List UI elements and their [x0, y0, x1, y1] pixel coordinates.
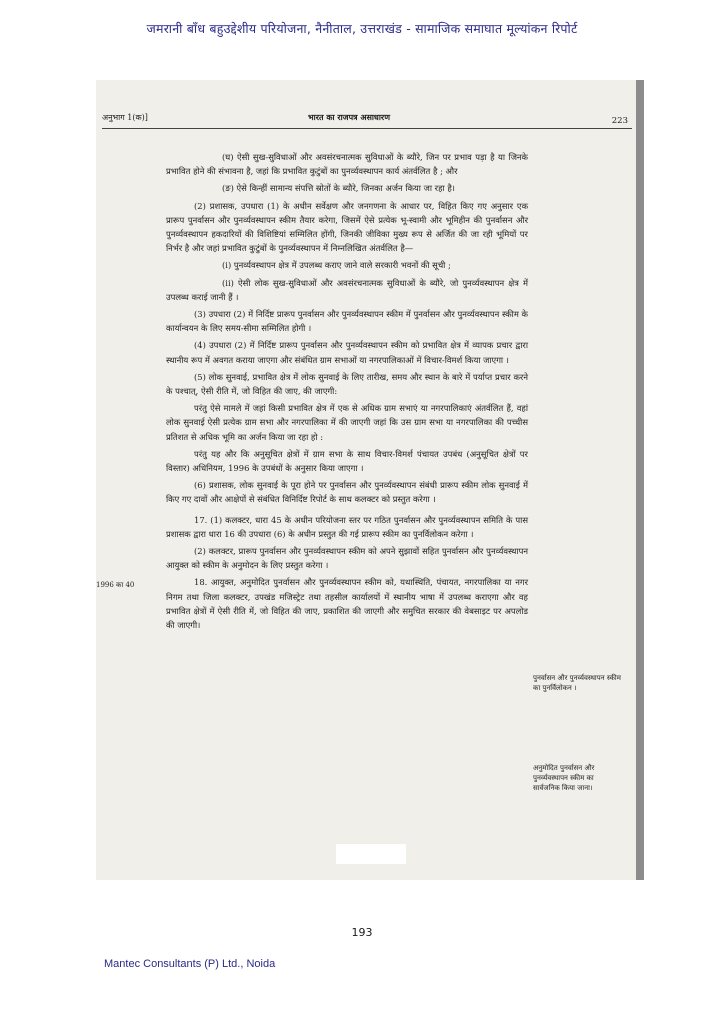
paragraph-3: (3) उपधारा (2) में निर्दिष्ट प्रारूप पुनर्वासन और पुनर्व्यवस्थापन स्कीम में पुनर्वासन और पुनर्व्यवस्थापन स्कीम के कार्यान्वयन के लिए समय-सीमा सम्मिलित होगी ।	[166, 309, 528, 334]
proviso-1: परंतु ऐसे मामले में जहां किसी प्रभावित क्षेत्र में एक से अधिक ग्राम सभाएं या नगरपालिकाएं अंतर्वलित हैं, वहां लोक सुनवाई ऐसी प्रत्येक ग्राम सभा और नगरपालिका में की जाएगी जहां कि उस ग्राम सभा या नगरपालिका की पच्चीस प्रतिशत से अधिक भूमि का अर्जन किया जा रहा हो :	[166, 403, 528, 442]
paragraph-gha: (घ) ऐसी सुख-सुविधाओं और अवसंरचनात्मक सुविधाओं के ब्यौरे, जिन पर प्रभाव पड़ा है या जिनके प्रभावित होने की संभावना है, जहां कि प्रभावित कुटुंबों का पुनर्व्यवस्थापन कार्य अंतर्वलित है ; और	[166, 152, 528, 177]
section-17-2: (2) कलक्टर, प्रारूप पुनर्वासन और पुनर्व्यवस्थापन स्कीम को अपने सुझावों सहित पुनर्वासन और पुनर्व्यवस्थापन आयुक्त को स्कीम के अनुमोदन के लिए प्रस्तुत करेगा ।	[166, 546, 528, 571]
paragraph-6: (6) प्रशासक, लोक सुनवाई के पूरा होने पर पुनर्वासन और पुनर्व्यवस्थापन संबंधी प्रारूप स्कीम लोक सुनवाई में किए गए दावों और आक्षेपों से संबंधित विनिर्दिष्ट रिपोर्ट के साथ कलक्टर को प्रस्तुत करेगा ।	[166, 480, 528, 505]
section-17-1: 17. (1) कलक्टर, धारा 45 के अधीन परियोजना स्तर पर गठित पुनर्वासन और पुनर्व्यवस्थापन समिति के पास प्रशासक द्वारा धारा 16 की उपधारा (6) के अधीन प्रस्तुत की गई प्रारूप स्कीम का पुनर्विलोकन करेगा ।	[166, 514, 528, 539]
gazette-part: अनुभाग 1(क)]	[102, 113, 148, 122]
paragraph-i: (i) पुनर्व्यवस्थापन क्षेत्र में उपलब्ध कराए जाने वाले सरकारी भवनों की सूची ;	[222, 260, 451, 271]
gazette-body	[166, 150, 528, 635]
paragraph-4: (4) उपधारा (2) में निर्दिष्ट प्रारूप पुनर्वासन और पुनर्व्यवस्थापन स्कीम को प्रभावित क्षेत्र में व्यापक प्रचार द्वारा स्थानीय रूप में अवगत कराया जाएगा और संबंधित ग्राम सभाओं या नगरपालिकाओं में विचार-विमर्श किया जाएगा ।	[166, 340, 528, 365]
paragraph-5: (5) लोक सुनवाई, प्रभावित क्षेत्र में लोक सुनवाई के लिए तारीख, समय और स्थान के बारे में पर्याप्त प्रचार करने के पश्चात्, ऐसी रीति में, जो विहित की जाए, की जाएगी:	[166, 371, 528, 397]
side-note-act-reference: 1996 का 40	[96, 581, 135, 589]
report-header: जमरानी बाँध बहुउद्देशीय परियोजना, नैनीताल, उत्तराखंड - सामाजिक समाघात मूल्यांकन रिपोर्ट	[146, 21, 578, 36]
footer-company: Mantec Consultants (P) Ltd., Noida	[104, 958, 276, 970]
gazette-header	[102, 112, 632, 129]
paragraph-nga: (ङ) ऐसे किन्हीं सामान्य संपत्ति स्रोतों के ब्यौरे, जिनका अर्जन किया जा रहा है।	[222, 183, 455, 194]
page-number: 193	[351, 926, 373, 939]
paragraph-2: (2) प्रशासक, उपधारा (1) के अधीन सर्वेक्षण और जनगणना के आधार पर, विहित किए गए अनुसार एक प्रारूप पुनर्वासन और पुनर्व्यवस्थापन स्कीम तैयार करेगा, जिसमें ऐसे प्रत्येक भू-स्वामी और भूमिहीन की पुनर्वासन और पुनर्व्यवस्थापन हकदारियों की विशिष्टियां सम्मिलित होंगी, जिनकी जीविका मुख्य रूप से अर्जित की जा रही भूमियों पर निर्भर है और जहां प्रभावित कुटुंबों के पुनर्व्यवस्थापन में निम्नलिखित अंतर्वलित है—	[166, 200, 528, 254]
proviso-2: परंतु यह और कि अनुसूचित क्षेत्रों में ग्राम सभा के साथ विचार-विमर्श पंचायत उपबंध (अनुसूचित क्षेत्रों पर विस्तार) अधिनियम, 1996 के उपबंधों के अनुसार किया जाएगा ।	[166, 448, 528, 474]
gazette-title: भारत का राजपत्र असाधारण	[308, 112, 390, 122]
blank-patch	[336, 844, 406, 864]
scan-edge-shadow	[636, 80, 644, 880]
section-18: 18. आयुक्त, अनुमोदित पुनर्वासन और पुनर्व्यवस्थापन स्कीम को, यथास्थिति, पंचायत, नगरपालिका या नगर निगम तथा जिला कलक्टर, उपखंड मजिस्ट्रेट तथा तहसील कार्यालयों में स्थानीय भाषा में उपलब्ध कराएगा और वह प्रभावित क्षेत्रों में ऐसी रीति में, जो विहित की जाए, प्रकाशित की जाएगी और समुचित सरकार की वेबसाइट पर अपलोड की जाएगी।	[166, 577, 528, 631]
gazette-page-number: 223	[611, 116, 628, 126]
side-note-section-18: अनुमोदित पुनर्वासन और पुनर्व्यवस्थापन स्कीम का सार्वजनिक किया जाना।	[533, 764, 595, 792]
side-note-section-17: पुनर्वासन और पुनर्व्यवस्थापन स्कीम का पुनर्विलोकन ।	[533, 674, 621, 692]
scanned-gazette-page	[96, 80, 644, 880]
paragraph-ii: (ii) ऐसी लोक सुख-सुविधाओं और अवसंरचनात्मक सुविधाओं के ब्यौरे, जो पुनर्व्यवस्थापन क्षेत्र में उपलब्ध कराई जानी हैं ।	[166, 277, 528, 302]
